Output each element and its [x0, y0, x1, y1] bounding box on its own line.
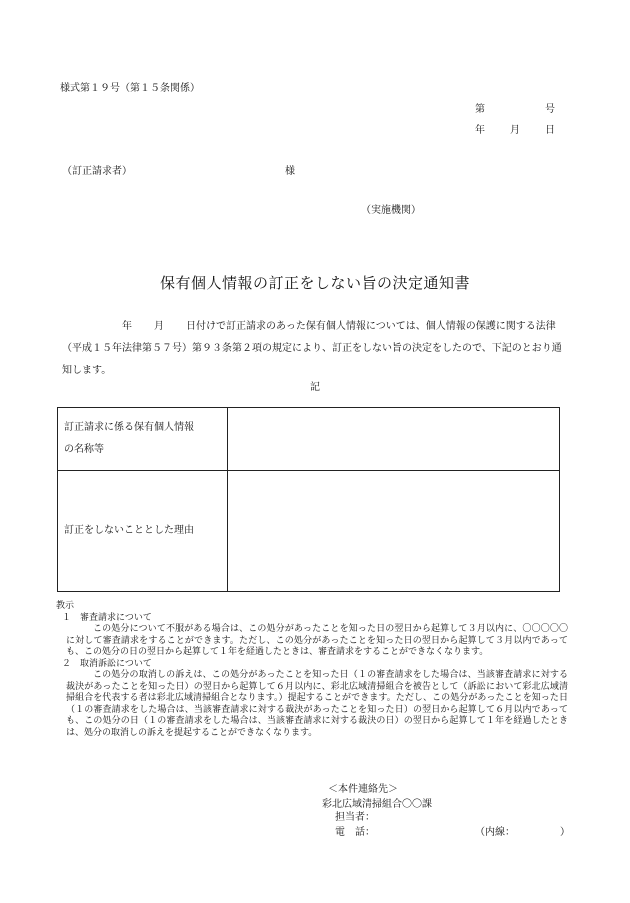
- kyoji-heading: 教示: [56, 601, 75, 611]
- contact-heading: ＜本件連絡先＞: [328, 784, 398, 795]
- date-month: 月: [510, 125, 520, 136]
- kyoji-item1-title: １ 審査請求について: [62, 612, 152, 623]
- doc-no-dai: 第: [475, 104, 485, 115]
- contact-person-label: 担当者：: [335, 812, 375, 823]
- kyoji-section: [56, 601, 568, 739]
- agency-label: （実施機関）: [361, 205, 421, 216]
- kyoji-item2-title: ２ 取消訴訟について: [62, 658, 152, 669]
- contact-org: 彩北広域清掃組合〇〇課: [322, 799, 432, 810]
- contact-phone-label: 電 話：: [335, 827, 375, 838]
- record-table: [57, 407, 560, 592]
- table-value-cell: [228, 408, 560, 471]
- ki-label: 記: [310, 382, 320, 393]
- requester-sama: 様: [285, 166, 295, 177]
- doc-no-go: 号: [545, 104, 555, 115]
- table-label-cell: [58, 408, 228, 471]
- kyoji-item1-text: この処分について不服がある場合は、この処分があったことを知った日の翌日から起算して３月以内に、〇〇〇〇〇に対して審査請求をすることができます。ただし、この処分があったことを知った日の翌日から起算して３月以内であっても、この処分の日の翌日から起算して１年を経過したときは、審査請求をすることができなくなります。: [66, 624, 568, 657]
- requester-label: （訂正請求者）: [62, 166, 132, 177]
- table-label-cell: [58, 471, 228, 592]
- table-label-line: 訂正をしないこととした理由: [64, 525, 194, 536]
- table-label-line: の名称等: [64, 444, 104, 455]
- body-text: 日付けで訂正請求のあった保有個人情報については、個人情報の保護に関する法律（平成１５年法律第５７号）第９３条第２項の規定により、訂正をしない旨の決定をしたので、下記のとおり通知します。: [62, 321, 562, 376]
- table-row: [58, 471, 560, 592]
- body-date-month: 月: [154, 321, 164, 332]
- table-label-line: 訂正請求に係る保有個人情報: [64, 422, 194, 433]
- date-year: 年: [475, 125, 485, 136]
- body-date-year: 年: [122, 321, 132, 332]
- date-day: 日: [545, 125, 555, 136]
- form-number: 様式第１９号（第１５条関係）: [60, 83, 200, 94]
- kyoji-item2-text: この処分の取消しの訴えは、この処分があったことを知った日（１の審査請求をした場合は、当該審査請求に対する裁決があったことを知った日）の翌日から起算して６月以内に、彩北広域清掃組合を被告として（訴訟において彩北広域清掃組合を代表する者は彩北広域清掃組合となります。）提起することができます。ただし、この処分があったことを知った日（１の審査請求をした場合は、当該審査請求に対する裁決があったことを知った日）の翌日から起算して６月以内であっても、この処分の日（１の審査請求をした場合は、当該審査請求に対する裁決の日）の翌日から起算して１年を経過したときは、処分の取消しの訴えを提起することができなくなります。: [66, 670, 568, 738]
- body-paragraph: [62, 316, 568, 382]
- table-value-cell: [228, 471, 560, 592]
- document-title: 保有個人情報の訂正をしない旨の決定通知書: [159, 274, 470, 292]
- contact-extension: （内線： ）: [475, 827, 570, 838]
- table-row: [58, 408, 560, 471]
